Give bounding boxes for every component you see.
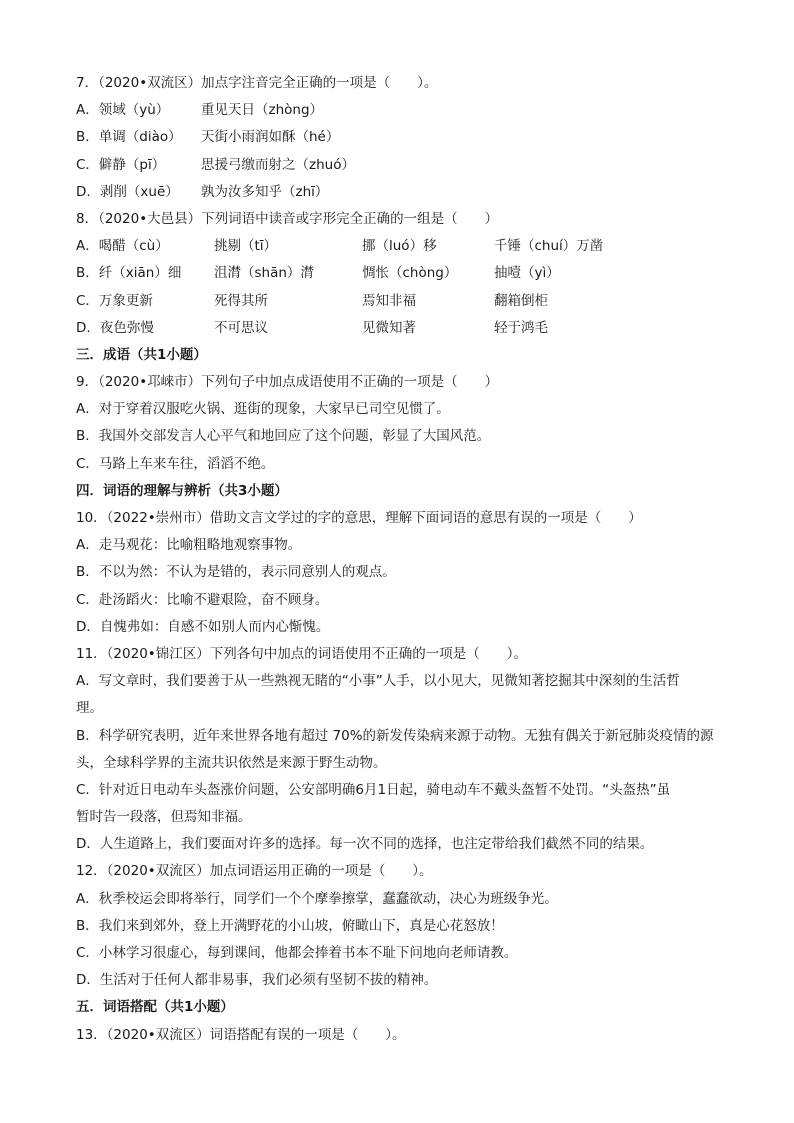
q8-d-3: 见微知著	[362, 319, 416, 336]
q13-stem: 13．（2020•双流区）词语搭配有误的一项是（ ）。	[76, 1026, 406, 1043]
q7-option-b	[76, 124, 726, 151]
q11-option-d: D．人生道路上，我们要面对许多的选择。每一次不同的选择，也注定带给我们截然不同的结果。	[76, 836, 654, 853]
q8-b-2: 沮潸（shān）潸	[214, 265, 314, 282]
q12-option-d: D．生活对于任何人都非易事，我们必须有坚韧不拔的精神。	[76, 972, 438, 989]
q11-option-c-line2: 暂时告一段落，但焉知非福。	[76, 809, 252, 826]
q10-option-c: C．赴汤蹈火：比喻不避艰险，奋不顾身。	[76, 591, 329, 608]
q7-b-right: 天街小雨润如酥（hé）	[201, 129, 340, 146]
q12-option-b: B．我们来到郊外，登上开满野花的小山坡，俯瞰山下，真是心花怒放！	[76, 917, 504, 934]
section-heading-5: 五．词语搭配（共1小题）	[76, 999, 234, 1016]
q12-option-a: A．秋季校运会即将举行，同学们一个个摩拳擦掌，蠢蠢欲动，决心为班级争光。	[76, 890, 558, 907]
q8-d-4: 轻于鸿毛	[494, 319, 548, 336]
q11-option-c-line1: C．针对近日电动车头盔涨价问题，公安部明确6月1日起，骑电动车不戴头盔暂不处罚。“头盔热”虽	[76, 781, 671, 798]
section-heading-3: 三．成语（共1小题）	[76, 346, 207, 363]
q8-option-a	[76, 233, 726, 260]
q7-stem: 7．（2020•双流区）加点字注音完全正确的一项是（ ）。	[76, 75, 438, 91]
q7-option-a	[76, 97, 726, 124]
q9-stem: 9．（2020•邛崃市）下列句子中加点成语使用不正确的一项是（ ）	[76, 374, 499, 391]
q10-option-b: B．不以为然：不认为是错的，表示同意别人的观点。	[76, 564, 396, 581]
section-heading-4: 四．词语的理解与辨析（共3小题）	[76, 482, 288, 499]
q11-stem: 11．（2020•锦江区）下列各句中加点的词语使用不正确的一项是（ ）。	[76, 645, 527, 662]
q8-stem: 8．（2020•大邑县）下列词语中读音或字形完全正确的一组是（ ）	[76, 210, 499, 227]
q12-stem: 12．（2020•双流区）加点词语运用正确的一项是（ ）。	[76, 863, 433, 880]
q10-stem: 10．（2022•崇州市）借助文言文学过的字的意思，理解下面词语的意思有误的一项是（ ）	[76, 510, 642, 526]
q8-b-1: B．纤（xiān）细	[76, 265, 182, 282]
q8-d-2: 不可思议	[214, 319, 268, 336]
q8-a-3: 挪（luó）移	[362, 238, 437, 255]
q8-a-4: 千锤（chuí）万凿	[494, 238, 604, 255]
q8-c-1: C．万象更新	[76, 292, 153, 309]
q7-a-right: 重见天日（zhòng）	[201, 102, 324, 119]
q10-option-d: D．自愧弗如：自感不如别人而内心惭愧。	[76, 618, 330, 635]
q11-option-a-line2: 理。	[76, 700, 103, 717]
q8-a-2: 挑剔（tī）	[214, 238, 278, 255]
q7-a-left: A．领域（yù）	[76, 102, 170, 119]
q10-option-a: A．走马观花：比喻粗略地观察事物。	[76, 537, 302, 554]
q8-option-c	[76, 288, 726, 315]
q9-option-a: A．对于穿着汉服吃火锅、逛街的现象，大家早已司空见惯了。	[76, 401, 450, 418]
q8-c-3: 焉知非福	[362, 292, 416, 309]
q11-option-a-line1: A．写文章时，我们要善于从一些熟视无睹的“小事”人手，以小见大，见微知著挖掘其中深刻的生活哲	[76, 673, 680, 690]
q9-option-c: C．马路上车来车往，滔滔不绝。	[76, 455, 275, 472]
q9-option-b: B．我国外交部发言人心平气和地回应了这个问题，彰显了大国风范。	[76, 428, 491, 445]
q7-b-left: B．单调（diào）	[76, 129, 182, 146]
exam-page	[76, 70, 726, 1049]
q8-c-4: 翻箱倒柜	[494, 292, 548, 309]
q7-d-right: 孰为汝多知乎（zhī）	[201, 183, 329, 200]
q8-c-2: 死得其所	[214, 292, 268, 309]
q8-option-b	[76, 260, 726, 287]
q11-option-b-line2: 头，全球科学界的主流共识依然是来源于野生动物。	[76, 754, 387, 771]
q7-d-left: D．剥削（xuē）	[76, 183, 179, 200]
q8-b-3: 惆怅（chòng）	[362, 265, 458, 282]
q7-c-left: C．僻静（pī）	[76, 156, 166, 173]
q7-option-c	[76, 152, 726, 179]
q12-option-c: C．小林学习很虚心，每到课间，他都会捧着书本不耻下问地向老师请教。	[76, 945, 518, 961]
q8-a-1: A．喝醋（cù）	[76, 238, 169, 255]
q7-c-right: 思援弓缴而射之（zhuó）	[201, 156, 355, 173]
q11-option-b-line1: B．科学研究表明，近年来世界各地有超过 70%的新发传染病来源于动物。无独有偶关于新冠肺炎疫情的源	[76, 727, 714, 744]
q8-option-d	[76, 315, 726, 342]
q8-b-4: 抽噎（yì）	[494, 265, 560, 282]
q7-option-d	[76, 179, 726, 206]
q8-d-1: D．夜色弥慢	[76, 319, 154, 336]
